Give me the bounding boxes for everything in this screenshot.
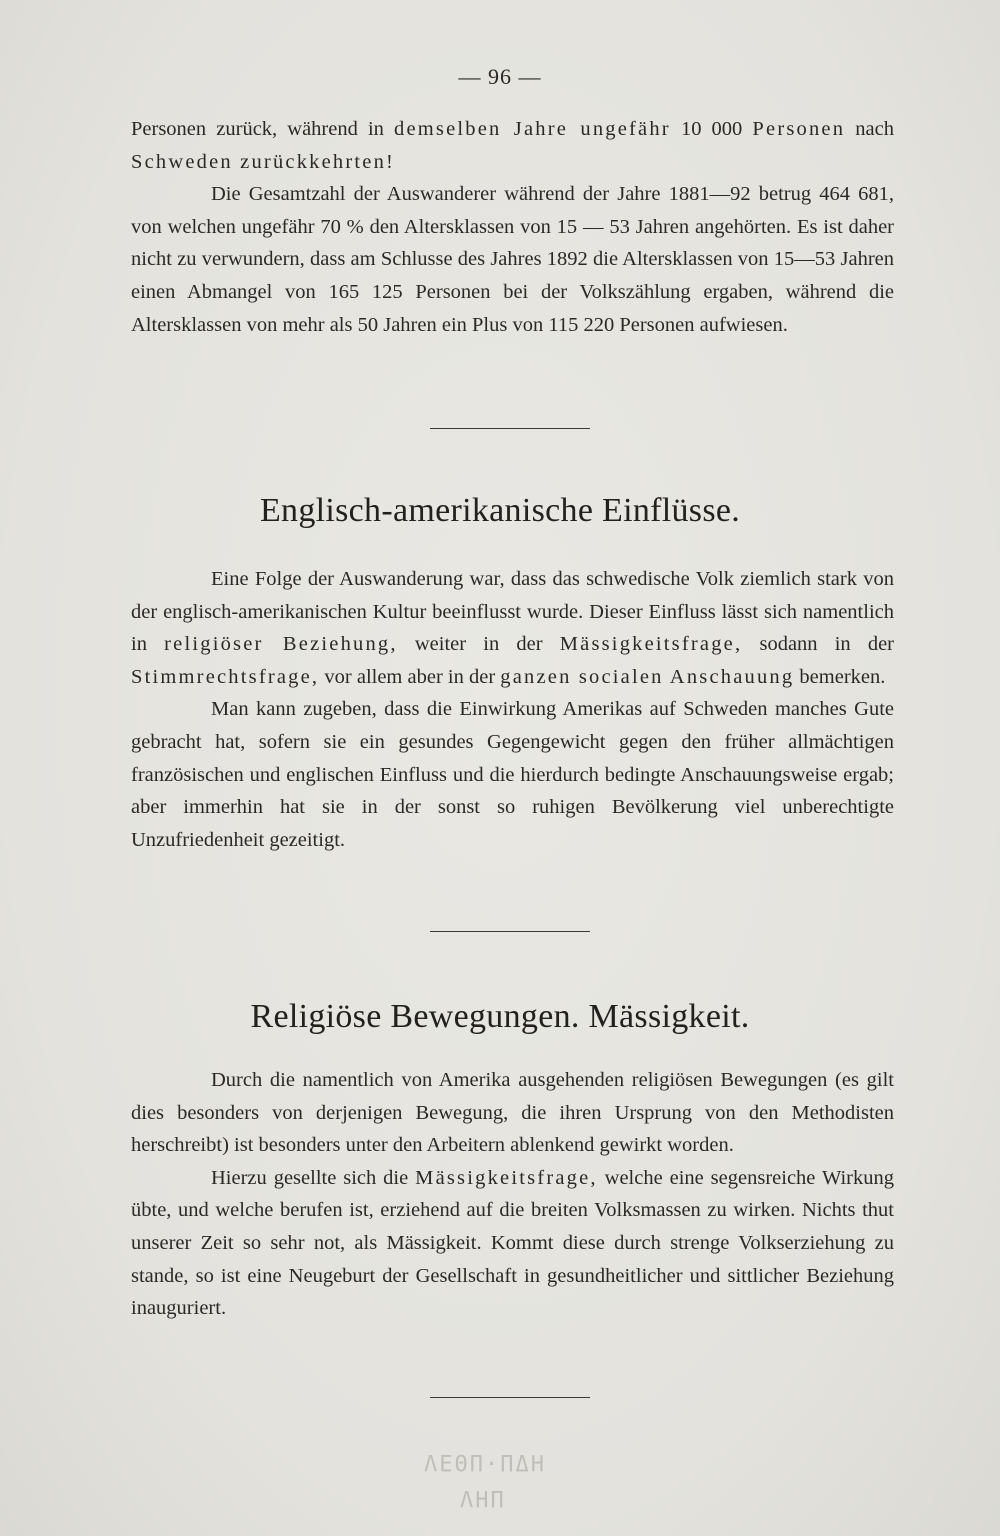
section-englisch-amerikanisch: [131, 563, 894, 856]
paragraph: [131, 1162, 894, 1325]
text-run: Hierzu gesellte sich die: [211, 1166, 416, 1189]
text-run: sodann in der: [742, 633, 894, 656]
spaced-text: Schweden zurückkehrten!: [131, 150, 396, 173]
library-stamp: [420, 1448, 560, 1528]
spaced-text: demselben Jahre ungefähr: [394, 118, 671, 140]
spaced-text: Stimmrechtsfrage,: [131, 665, 320, 688]
section-heading: Religiöse Bewegungen. Mässigkeit.: [250, 998, 750, 1035]
paragraph: Die Gesamtzahl der Auswanderer während der Jahre 1881—92 betrug 464 681, von welchen ungefähr 70 % den Altersklassen von 15 — 53 Jahren angehörten. Es ist daher nicht zu verwundern, dass am Schlusse des Jahres 1892 die Altersklassen von 15—53 Jahren einen Abmangel von 165 125 Personen bei der Volkszählung ergaben, während die Altersklassen von mehr als 50 Jahren ein Plus von 115 220 Personen aufwiesen.: [131, 183, 894, 336]
continuation-section: [131, 113, 894, 341]
spaced-text: ganzen socialen Anschauung: [500, 665, 795, 688]
stamp-text: ΛΕΘΠ·ΠΔΗ: [424, 1452, 546, 1477]
text-run: 10 000: [670, 118, 753, 140]
text-run: Personen zurück, während in: [131, 118, 395, 140]
spaced-text: Mässigkeitsfrage,: [415, 1166, 598, 1189]
stamp-text: ΛΗΠ: [460, 1488, 506, 1513]
paragraph: [131, 563, 894, 693]
section-divider: [430, 1397, 590, 1398]
text-run: welche eine segensreiche Wirkung übte, und welche berufen ist, erziehend auf die breiten Volksmassen zu wirken. Nichts thut unserer Zeit so sehr not, als Mässigkeit. Kommt diese durch strenge Volkserziehung zu stande, so ist eine Neugeburt der Gesellschaft in gesundheitlicher und sittlicher Beziehung inauguriert.: [131, 1166, 894, 1320]
section-divider: [430, 931, 590, 932]
text-run: vor allem aber in der: [319, 665, 501, 688]
paragraph: Durch die namentlich von Amerika ausgehenden religiösen Bewegungen (es gilt dies besonders von derjenigen Bewegung, die ihren Ursprung von den Methodisten herschreibt) ist besonders unter den Arbeitern ablenkend gewirkt worden.: [131, 1069, 894, 1157]
section-heading: Englisch-amerikanische Einflüsse.: [259, 492, 741, 529]
spaced-text: Personen: [752, 118, 846, 140]
text-run: bemerken.: [794, 665, 886, 688]
spaced-text: Mässigkeitsfrage,: [559, 633, 743, 656]
paragraph: [131, 113, 894, 178]
page-number: — 96 —: [458, 64, 542, 89]
section-divider: [430, 428, 590, 429]
text-run: weiter in der: [397, 633, 560, 656]
spaced-text: religiöser Beziehung,: [164, 633, 398, 656]
text-run: Eine Folge der Auswanderung war, dass das schwedische Volk ziemlich stark von der englisch-amerikanischen Kultur beeinflusst wurde. Dieser Einfluss lässt sich namentlich in: [131, 568, 894, 656]
section-religiose-bewegungen: [131, 1064, 894, 1325]
text-run: nach: [845, 118, 894, 140]
paragraph: Man kann zugeben, dass die Einwirkung Amerikas auf Schweden manches Gute gebracht hat, sofern sie ein gesundes Gegengewicht gegen den früher allmächtigen französischen und englischen Einfluss und die hierdurch bedingte Anschauungsweise ergab; aber immerhin hat sie in der sonst so ruhigen Bevölkerung viel unberechtigte Unzufriedenheit gezeitigt.: [131, 698, 894, 851]
